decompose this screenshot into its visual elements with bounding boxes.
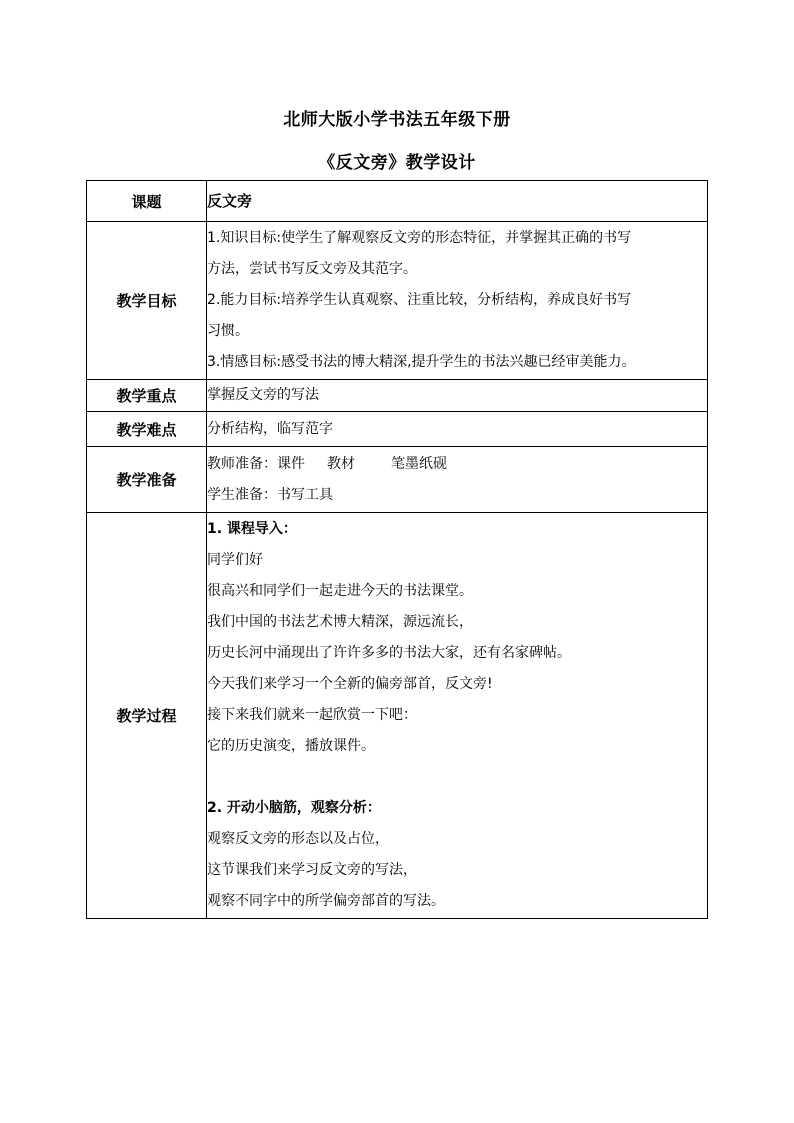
value-difficulties (207, 412, 708, 447)
process-line: 历史长河中涌现出了许许多多的书法大家，还有名家碑帖。 (207, 645, 571, 661)
document-title: 北师大版小学书法五年级下册 (283, 110, 511, 130)
teacher-prep-item: 笔墨纸砚 (391, 455, 447, 472)
process-line: 这节课我们来学习反文旁的写法， (207, 862, 417, 878)
process-line: 我们中国的书法艺术博大精深，源远流长， (207, 614, 473, 630)
label-difficulties: 教学难点 (87, 412, 207, 447)
value-process (207, 513, 708, 919)
value-topic (207, 181, 708, 222)
value-preparation (207, 447, 708, 513)
label-topic: 课题 (87, 181, 207, 222)
label-preparation: 教学准备 (87, 447, 207, 513)
process-line: 观察不同字中的所学偏旁部首的写法。 (207, 893, 445, 909)
process-line: 同学们好 (207, 552, 263, 568)
key-points-text: 掌握反文旁的写法 (207, 387, 319, 403)
difficulties-text: 分析结构，临写范字 (207, 420, 333, 437)
value-key-points (207, 380, 708, 412)
row-difficulties (87, 412, 708, 447)
process-line: 接下来我们就来一起欣赏一下吧： (207, 707, 417, 723)
label-goals: 教学目标 (87, 222, 207, 380)
lesson-plan-table (86, 180, 708, 919)
teacher-prep-item: 教材 (327, 455, 355, 472)
document-subtitle: 《反文旁》教学设计 (318, 153, 476, 173)
goal-line: 3.情感目标:感受书法的博大精深,提升学生的书法兴趣已经审美能力。 (207, 354, 636, 370)
goal-line: 2.能力目标:培养学生认真观察、注重比较，分析结构，养成良好书写 (207, 292, 632, 308)
row-goals (87, 222, 708, 380)
process-line: 很高兴和同学们一起走进今天的书法课堂。 (207, 583, 473, 599)
label-key-points: 教学重点 (87, 380, 207, 412)
goal-line: 习惯。 (207, 323, 249, 339)
section-heading: 2. 开动小脑筋，观察分析： (207, 800, 381, 816)
value-goals (207, 222, 708, 380)
goal-line: 方法，尝试书写反文旁及其范字。 (207, 261, 417, 277)
row-topic (87, 181, 708, 222)
process-line: 今天我们来学习一个全新的偏旁部首，反文旁! (207, 676, 493, 692)
row-preparation (87, 447, 708, 513)
teacher-preparation (207, 449, 707, 480)
blank-line (207, 762, 707, 793)
goal-line: 1.知识目标:使学生了解观察反文旁的形态特征，并掌握其正确的书写 (207, 230, 632, 246)
label-process: 教学过程 (87, 513, 207, 919)
student-preparation: 学生准备：书写工具 (207, 486, 333, 503)
process-line: 观察反文旁的形态以及占位， (207, 831, 389, 847)
teacher-prep-prefix: 教师准备：课件 (207, 455, 305, 472)
topic-text: 反文旁 (207, 191, 253, 210)
row-key-points (87, 380, 708, 412)
process-line: 它的历史演变，播放课件。 (207, 738, 375, 754)
section-heading: 1. 课程导入： (207, 521, 297, 537)
row-process (87, 513, 708, 919)
